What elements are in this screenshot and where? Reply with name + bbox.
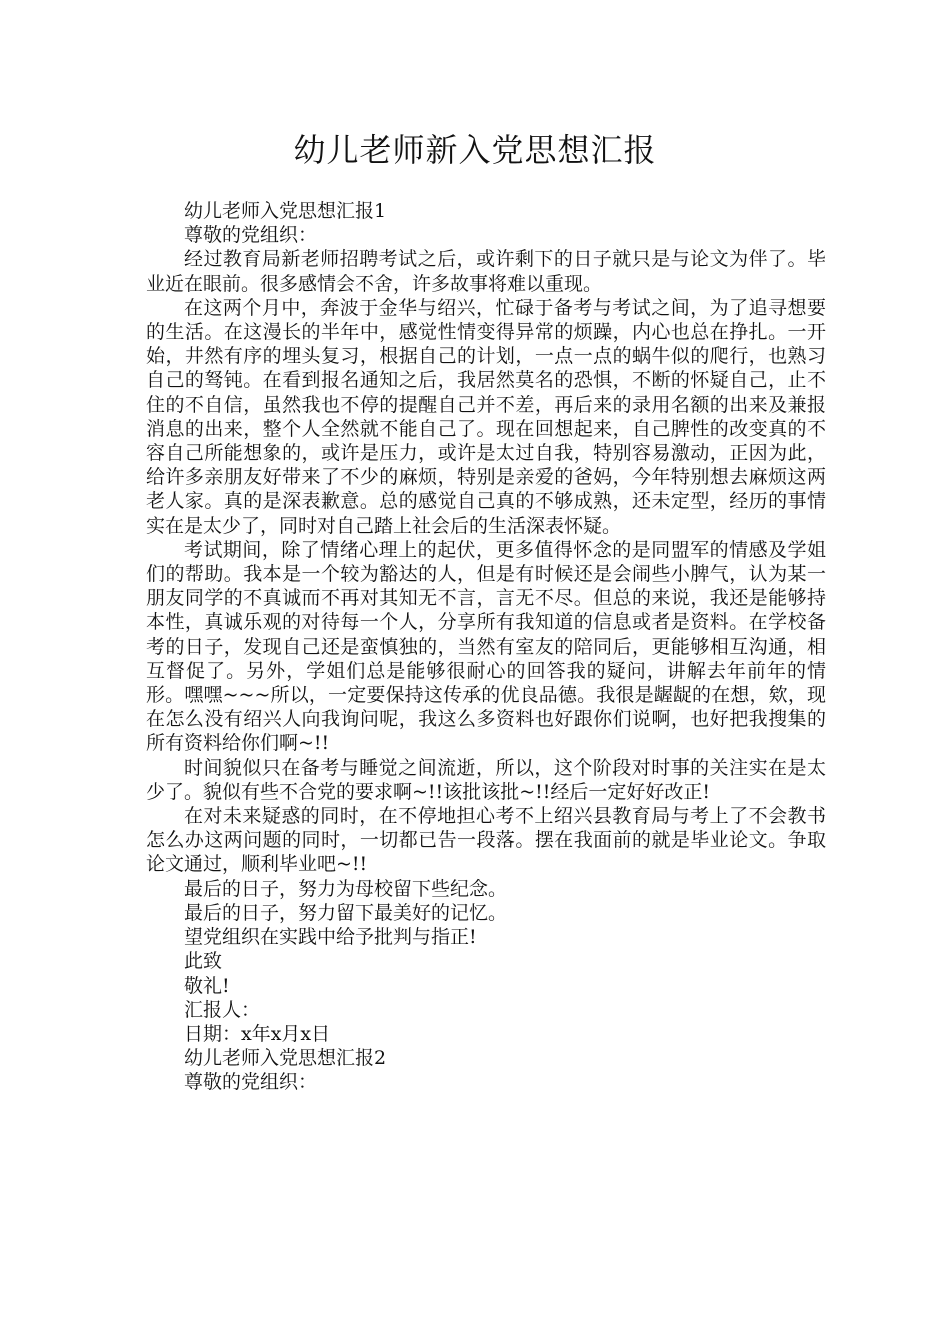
closing-line: 望党组织在实践中给予批判与指正! — [184, 926, 477, 949]
closing-line: 此致 — [184, 950, 223, 973]
paragraph: 时间貌似只在备考与睡觉之间流逝，所以，这个阶段对时事的关注实在是太少了。貌似有些不合党的要求啊~!!该批该批~!!经后一定好好改正! — [146, 756, 826, 803]
salutation: 尊敬的党组织： — [184, 224, 318, 247]
reporter-line: 汇报人： — [184, 998, 261, 1021]
date-line: 日期：x年x月x日 — [184, 1022, 331, 1045]
paragraph: 经过教育局新老师招聘考试之后，或许剩下的日子就只是与论文为伴了。毕业近在眼前。很多感情会不舍，许多故事将难以重现。 — [146, 248, 826, 295]
closing-line: 最后的日子，努力留下最美好的记忆。 — [184, 901, 508, 924]
report-heading: 幼儿老师入党思想汇报2 — [184, 1047, 387, 1070]
document-title: 幼儿老师新入党思想汇报 — [293, 131, 657, 169]
salutation: 尊敬的党组织： — [184, 1071, 318, 1094]
closing-line: 最后的日子，努力为母校留下些纪念。 — [184, 877, 508, 900]
paragraph: 考试期间，除了情绪心理上的起伏，更多值得怀念的是同盟军的情感及学姐们的帮助。我本是一个较为豁达的人，但是有时候还是会闹些小脾气，认为某一朋友同学的不真诚而不再对其知无不言，言无不尽。但总的来说，我还是能够持本性，真诚乐观的对待每一个人，分享所有我知道的信息或者是资料。在学校备考的日子，发现自己还是蛮慎独的，当然有室友的陪同后，更能够相互沟通，相互督促了。另外，学姐们总是能够很耐心的回答我的疑问，讲解去年前年的情形。嘿嘿~~~所以，一定要保持这传承的优良品德。我很是龌龊的在想，欸，现在怎么没有绍兴人向我询问呢，我这么多资料也好跟你们说啊，也好把我搜集的所有资料给你们啊~!! — [146, 538, 826, 755]
document-body — [146, 199, 826, 1095]
closing-line: 敬礼! — [184, 974, 230, 997]
report-heading: 幼儿老师入党思想汇报1 — [184, 200, 387, 222]
paragraph: 在对未来疑惑的同时，在不停地担心考不上绍兴县教育局与考上了不会教书怎么办这两问题的同时，一切都已告一段落。摆在我面前的就是毕业论文。争取论文通过，顺利毕业吧~!! — [146, 805, 826, 876]
paragraph: 在这两个月中，奔波于金华与绍兴，忙碌于备考与考试之间，为了追寻想要的生活。在这漫长的半年中，感觉性情变得异常的烦躁，内心也总在挣扎。一开始，井然有序的埋头复习，根据自己的计划，一点一点的蜗牛似的爬行，也熟习自己的驽钝。在看到报名通知之后，我居然莫名的恐惧，不断的怀疑自己，止不住的不自信，虽然我也不停的提醒自己并不差，再后来的录用名额的出来及兼报消息的出来，整个人全然就不能自己了。现在回想起来，自己脾性的改变真的不容自己所能想象的，或许是压力，或许是太过自我，特别容易激动，正因为此，给许多亲朋友好带来了不少的麻烦，特别是亲爱的爸妈，今年特别想去麻烦这两老人家。真的是深表歉意。总的感觉自己真的不够成熟，还未定型，经历的事情实在是太少了，同时对自己踏上社会后的生活深表怀疑。 — [146, 296, 826, 537]
